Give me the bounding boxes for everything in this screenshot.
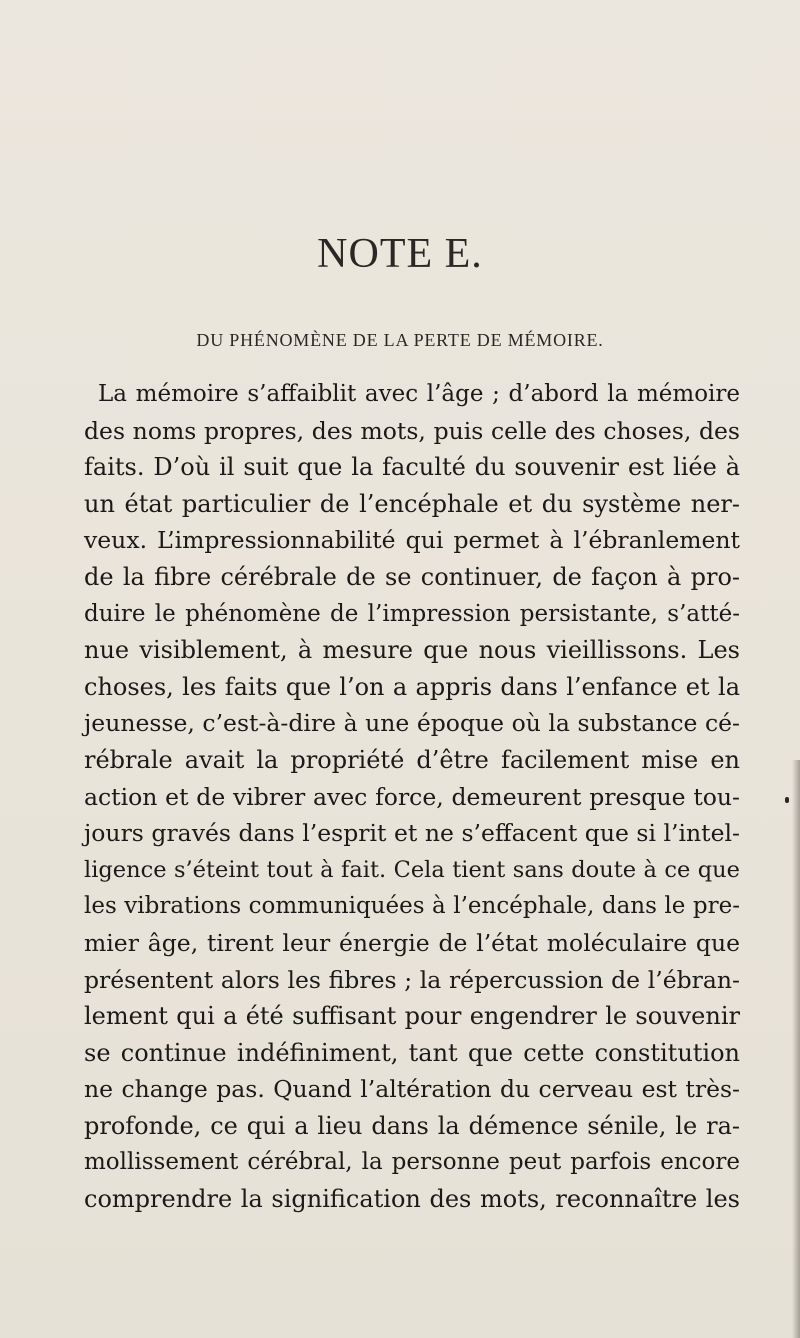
text-line: les vibrations communiquées à l’encéphale, dans le pre- bbox=[84, 893, 740, 920]
text-line: nue visiblement, à mesure que nous vieillissons. Les bbox=[84, 636, 740, 665]
text-line: profonde, ce qui a lieu dans la démence sénile, le ra- bbox=[84, 1111, 740, 1140]
text-line: comprendre la signification des mots, reconnaître les bbox=[84, 1185, 740, 1214]
text-line: jours gravés dans l’esprit et ne s’effacent que si l’intel- bbox=[84, 819, 740, 848]
text-line: un état particulier de l’encéphale et du système ner- bbox=[84, 489, 740, 518]
text-line: action et de vibrer avec force, demeurent presque tou- bbox=[84, 782, 740, 811]
text-line: se continue indéfiniment, tant que cette constitution bbox=[84, 1038, 740, 1067]
text-line: ligence s’éteint tout à fait. Cela tient sans doute à ce que bbox=[84, 856, 740, 883]
text-line: rébrale avait la propriété d’être facilement mise en bbox=[84, 745, 740, 774]
page-edge-shadow bbox=[792, 760, 800, 1338]
text-line: lement qui a été suffisant pour engendrer le souvenir bbox=[84, 1002, 740, 1031]
note-heading: NOTE E. bbox=[317, 231, 483, 277]
text-line: veux. L’impressionnabilité qui permet à l’ébranlement bbox=[84, 526, 740, 555]
text-line: mier âge, tirent leur énergie de l’état moléculaire que bbox=[84, 928, 740, 957]
text-line: de la fibre cérébrale de se continuer, de façon à pro- bbox=[84, 562, 740, 591]
body-paragraph bbox=[84, 376, 740, 1218]
text-line: faits. D’où il suit que la faculté du souvenir est liée à bbox=[84, 453, 740, 482]
text-line: La mémoire s’affaiblit avec l’âge ; d’abord la mémoire bbox=[98, 381, 740, 407]
text-line: des noms propres, des mots, puis celle des choses, des bbox=[84, 416, 740, 445]
text-line: choses, les faits que l’on a appris dans l’enfance et la bbox=[84, 672, 740, 701]
ink-mark bbox=[785, 797, 789, 803]
text-line: ne change pas. Quand l’altération du cerveau est très- bbox=[84, 1075, 740, 1104]
text-line: mollissement cérébral, la personne peut parfois encore bbox=[84, 1149, 740, 1176]
text-line: présentent alors les fibres ; la répercussion de l’ébran- bbox=[84, 965, 740, 994]
text-line: jeunesse, c’est-à-dire à une époque où la substance cé- bbox=[84, 709, 740, 738]
text-line: duire le phénomène de l’impression persistante, s’atté- bbox=[84, 600, 740, 627]
note-subheading: DU PHÉNOMÈNE DE LA PERTE DE MÉMOIRE. bbox=[196, 330, 604, 350]
